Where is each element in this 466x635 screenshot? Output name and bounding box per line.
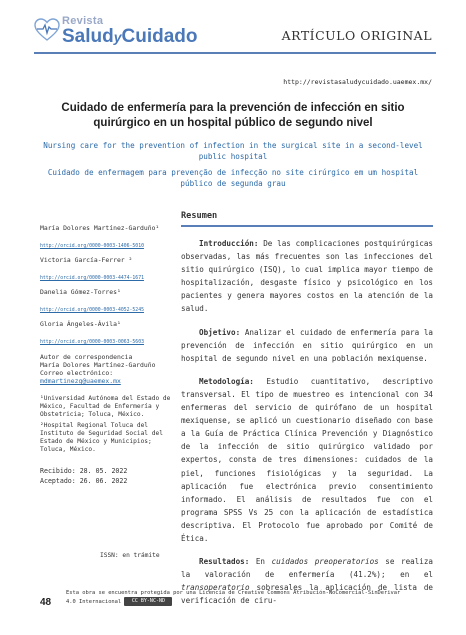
article-type-label: ARTÍCULO ORIGINAL — [281, 28, 432, 43]
intro-text: De las complicaciones postquirúrgicas observadas, las más frecuentes son las infecciones del sitio quirúrgico (ISQ), lo cual implica mayor tiempo de hospitalización, desgaste físico y psicológico en los pacientes y genera mayores costos en la atención de la salud. — [181, 239, 433, 314]
dates-block — [40, 466, 172, 486]
objective-label: Objetivo: — [199, 327, 241, 337]
logo-revista-text: Revista — [62, 15, 104, 27]
intro-label: Introducción: — [199, 239, 259, 248]
orcid-link[interactable]: http://orcid.org/0000-0003-1406-5010 — [40, 244, 144, 249]
correspondence-label: Autor de correspondencia — [40, 353, 133, 361]
author-name: Victoria García-Ferrer ² — [40, 256, 133, 264]
affiliations-block — [40, 395, 172, 454]
results-text: se realiza la valoración de enfermería (41.2%); en el — [181, 557, 434, 580]
journal-url-link[interactable]: http://revistasaludycuidado.uaemex.mx/ — [283, 78, 432, 86]
author-entry — [40, 224, 172, 251]
orcid-link[interactable]: http://orcid.org/0000-0003-0063-5603 — [40, 340, 144, 345]
orcid-link[interactable]: http://orcid.org/0000-0003-4052-5245 — [40, 308, 144, 313]
affiliation-item: ¹Universidad Autónoma del Estado de México, Facultad de Enfermería y Obstetricia; Toluca, México. — [40, 395, 171, 418]
author-info-column — [40, 224, 172, 486]
issn-label: ISSN: en trámite — [100, 552, 160, 559]
results-text: En — [249, 557, 272, 567]
author-name: Danelia Gómez-Torres¹ — [40, 288, 121, 296]
heart-pulse-icon — [34, 18, 60, 42]
abstract-objective — [181, 326, 433, 365]
affiliation-item: ²Hospital Regional Toluca del Instituto de Seguridad Social del Estado de México y Municipios; Toluca, México. — [40, 422, 163, 453]
results-label: Resultados: — [199, 557, 250, 567]
title-spanish: Cuidado de enfermería para la prevención de infección en sitio quirúrgico en un hospital público de segundo nivel — [61, 102, 405, 129]
author-name: Gloria Ángeles-Ávila¹ — [40, 320, 121, 328]
page-number: 48 — [40, 597, 52, 608]
abstract-body — [181, 237, 433, 617]
author-entry — [40, 320, 172, 347]
results-text: sobresales la aplicación de lista de verificación de ciru- — [181, 583, 433, 606]
license-text: Esta obra se encuentra protegida por una Licencia de Creative Commons Atribución-NoComercial-SinDerivar — [66, 590, 401, 596]
received-date: Recibido: 28. 05. 2022 — [40, 466, 128, 475]
results-emphasis: cuidados preoperatorios — [271, 557, 379, 567]
journal-logo — [34, 14, 224, 54]
license-notice — [66, 589, 438, 606]
cc-license-icon[interactable]: CC BY-NC-ND — [124, 597, 172, 606]
methodology-text: Estudio cuantitativo, descriptivo transversal. El tipo de muestreo es intencional con 34 enfermeras del servicio de quirófano de un hospital mexiquense, se aplicó un cuestionario diseñado con base a la Guía de Práctica Clínica Prevención y Diagnóstico de la infección de sitio quirúrgico validado por expertos, consta de tres dimensiones: cuidados de la piel, funciones fisiológicas y la seguridad. La aplicación fue electrónica previo consentimiento informado. El análisis de resultados fue con el programa SPSS Vs 25 con la aplicación de estadística descriptiva. El Protocolo fue aprobado por Comité de Ética. — [181, 376, 433, 543]
orcid-link[interactable]: http://orcid.org/0000-0003-4474-1671 — [40, 276, 144, 281]
author-entry — [40, 256, 172, 283]
correspondence-block — [40, 353, 172, 385]
abstract-introduction — [181, 237, 433, 316]
objective-text: Analizar el cuidado de enfermería para la prevención de infección en sitio quirúrgico en un hospital de segundo nivel en una población mexiquense. — [181, 327, 433, 363]
author-entry — [40, 288, 172, 315]
header-divider — [34, 52, 436, 54]
title-english: Nursing care for the prevention of infection in the surgical site in a second-level public hospital — [43, 141, 423, 161]
email-label: Correo electrónico: — [40, 369, 114, 377]
abstract-methodology — [181, 375, 433, 545]
logo-word-salud: Salud — [62, 26, 114, 47]
methodology-label: Metodología: — [199, 376, 254, 386]
license-text-2: 4.0 Internacional — [66, 599, 122, 605]
author-name: María Dolores Martínez-Garduño¹ — [40, 224, 160, 232]
logo-title — [62, 26, 198, 48]
results-emphasis: transoperatorio — [181, 583, 250, 593]
logo-word-y: y — [113, 29, 122, 45]
correspondence-name: María Dolores Martínez-Garduño — [40, 361, 156, 369]
abstract-divider — [181, 225, 433, 227]
title-portuguese: Cuidado de enfermagem para prevenção de infecção no site cirúrgico em um hospital público de segunda grau — [47, 168, 419, 188]
correspondence-email-link[interactable]: mdmartinezg@uaemex.mx — [40, 377, 121, 385]
abstract-heading: Resumen — [181, 211, 218, 221]
accepted-date: Aceptado: 26. 06. 2022 — [40, 476, 128, 485]
logo-word-cuidado: Cuidado — [121, 26, 198, 47]
